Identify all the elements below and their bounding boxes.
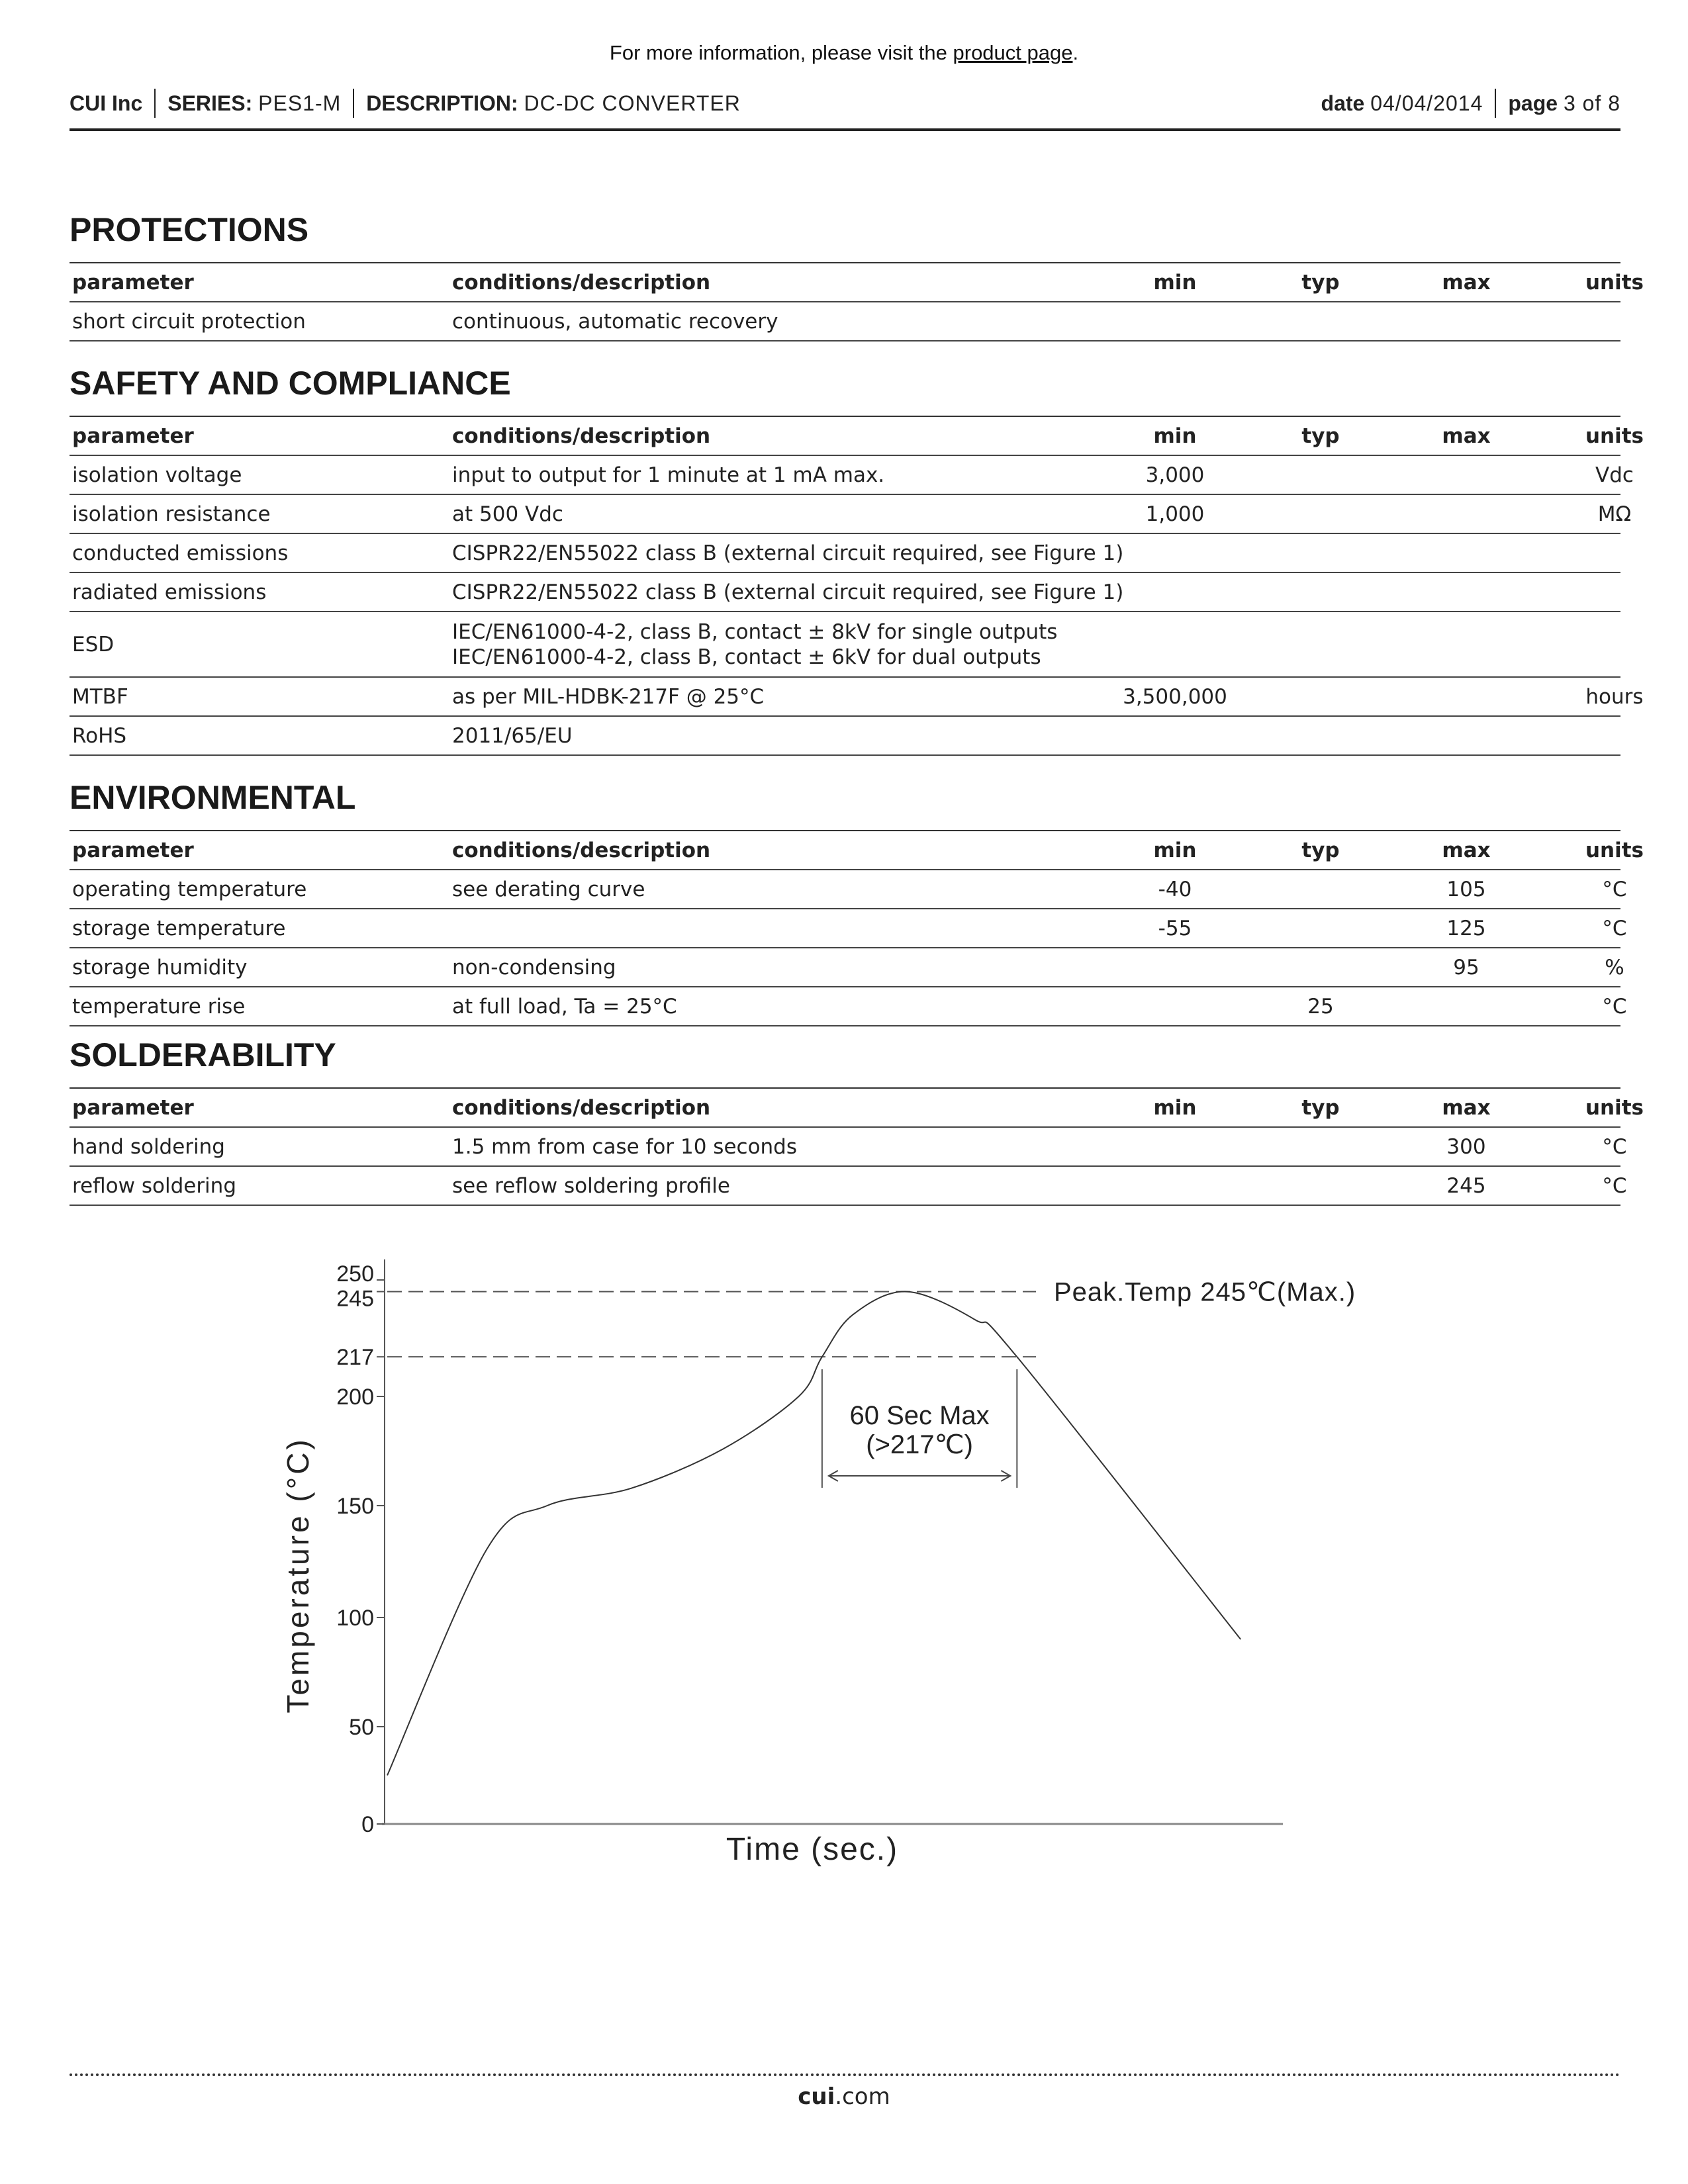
spec-table: [70, 262, 1644, 341]
cell-units: °C: [1602, 877, 1627, 901]
spec-table: [70, 830, 1644, 1026]
product-page-link[interactable]: product page: [953, 41, 1073, 64]
cell-units: [1482, 534, 1688, 572]
column-header-min: min: [1153, 424, 1197, 448]
cell-units: °C: [1602, 916, 1627, 940]
page-label: page: [1508, 91, 1558, 115]
column-header-min: min: [1153, 838, 1197, 862]
y-tick-label: 150: [336, 1494, 374, 1519]
cell-min: -55: [1158, 916, 1192, 940]
cell-parameter: operating temperature: [72, 877, 307, 901]
footer-brand-bold: cui: [798, 2083, 835, 2110]
table-header-row: [70, 417, 1644, 456]
cell-parameter: ESD: [72, 632, 115, 657]
column-header-units: units: [1585, 270, 1644, 295]
y-axis-label: Temperature (°C): [281, 1437, 315, 1713]
description-label: DESCRIPTION:: [366, 91, 518, 115]
divider: [1495, 89, 1496, 118]
table-row: [70, 1167, 1627, 1206]
column-header-units: units: [1585, 1095, 1644, 1120]
column-header-conditions-description: conditions/description: [452, 424, 711, 448]
cell-conditions-description: see derating curve: [452, 877, 645, 901]
column-header-typ: typ: [1301, 1095, 1340, 1120]
y-tick-label: 200: [336, 1385, 374, 1410]
table-row: [70, 870, 1627, 909]
series-label: SERIES:: [167, 91, 253, 115]
cell-max: 125: [1446, 916, 1486, 940]
cell-conditions-description: IEC/EN61000-4-2, class B, contact ± 8kV for single outputs IEC/EN61000-4-2, class B, contact ± 6kV for dual outputs: [452, 619, 1058, 669]
window-label: 60 Sec Max: [849, 1401, 990, 1430]
cell-parameter: hand soldering: [72, 1134, 225, 1159]
column-header-parameter: parameter: [72, 424, 194, 448]
table-header-row: [70, 831, 1644, 870]
footer-brand: [0, 2083, 1688, 2110]
cell-max: 245: [1446, 1173, 1486, 1198]
table-row: [70, 678, 1644, 717]
product-info-note: [0, 41, 1688, 65]
cell-units: Vdc: [1595, 463, 1634, 487]
column-header-max: max: [1442, 270, 1491, 295]
spec-section: [70, 210, 1644, 341]
section-title: ENVIRONMENTAL: [70, 779, 356, 816]
note-suffix: .: [1072, 41, 1079, 64]
cell-parameter: short circuit protection: [72, 309, 306, 334]
table-row: [70, 456, 1634, 495]
cell-parameter: isolation voltage: [72, 463, 242, 487]
company-name: CUI Inc: [70, 91, 143, 115]
table-row: [70, 987, 1627, 1026]
cell-parameter: RoHS: [72, 723, 127, 748]
table-row: [70, 495, 1632, 534]
column-header-units: units: [1585, 424, 1644, 448]
column-header-typ: typ: [1301, 424, 1340, 448]
cell-conditions-description: at 500 Vdc: [452, 502, 563, 526]
table-row: [70, 948, 1624, 987]
profile-curve: [387, 1292, 1241, 1776]
section-title: SOLDERABILITY: [70, 1036, 336, 1073]
table-row: [70, 534, 1620, 573]
cell-units: °C: [1602, 1173, 1627, 1198]
cell-max: 95: [1453, 955, 1479, 979]
cell-parameter: MTBF: [72, 684, 128, 709]
divider: [353, 89, 354, 118]
cell-conditions-description: input to output for 1 minute at 1 mA max.: [452, 463, 885, 487]
cell-parameter: reflow soldering: [72, 1173, 236, 1198]
cell-units: [1482, 573, 1688, 611]
cell-conditions-description: 1.5 mm from case for 10 seconds: [452, 1134, 798, 1159]
cell-min: 3,000: [1145, 463, 1205, 487]
footer-rule: [70, 2073, 1620, 2076]
cell-max: 105: [1446, 877, 1486, 901]
cell-parameter: storage temperature: [72, 916, 286, 940]
cell-max: 300: [1446, 1134, 1486, 1159]
y-tick-label: 50: [349, 1715, 374, 1740]
cell-min: 3,500,000: [1123, 684, 1227, 709]
column-header-parameter: parameter: [72, 270, 194, 295]
y-tick-label: 217: [336, 1345, 374, 1371]
column-header-conditions-description: conditions/description: [452, 270, 711, 295]
cell-parameter: isolation resistance: [72, 502, 271, 526]
table-row: [70, 302, 1620, 341]
cell-units: %: [1605, 955, 1624, 979]
cell-conditions-description: CISPR22/EN55022 class B (external circuit required, see Figure 1): [452, 580, 1124, 604]
window-label-temp: (>217℃): [866, 1430, 973, 1459]
cell-parameter: storage humidity: [72, 955, 248, 979]
table-header-row: [70, 263, 1644, 302]
spec-section: [70, 364, 1644, 756]
cell-conditions-description: 2011/65/EU: [452, 723, 573, 748]
y-tick-label: 100: [336, 1606, 374, 1631]
column-header-typ: typ: [1301, 270, 1340, 295]
column-header-conditions-description: conditions/description: [452, 838, 711, 862]
spec-section: [70, 1036, 1644, 1206]
cell-units: [1482, 612, 1688, 676]
document-header: [70, 89, 1620, 118]
column-header-max: max: [1442, 1095, 1491, 1120]
date-label: date: [1321, 91, 1365, 115]
cell-conditions-description: continuous, automatic recovery: [452, 309, 778, 334]
table-row: [70, 909, 1627, 948]
table-row: [70, 717, 1620, 756]
cell-typ: 25: [1307, 994, 1334, 1019]
column-header-min: min: [1153, 270, 1197, 295]
section-title: SAFETY AND COMPLIANCE: [70, 365, 511, 402]
cell-units: [1482, 302, 1688, 340]
date-value: 04/04/2014: [1370, 91, 1483, 115]
cell-units: hours: [1585, 684, 1644, 709]
spec-section: [70, 778, 1644, 1026]
cell-parameter: temperature rise: [72, 994, 246, 1019]
footer-brand-rest: .com: [835, 2083, 890, 2110]
header-rule: [70, 128, 1620, 131]
spec-table: [70, 1087, 1644, 1206]
y-tick-label: 0: [361, 1812, 374, 1837]
table-row: [70, 1128, 1627, 1167]
y-tick-label: 250: [336, 1261, 374, 1287]
series-value: PES1-M: [258, 91, 342, 115]
column-header-typ: typ: [1301, 838, 1340, 862]
cell-units: [1482, 717, 1688, 754]
cell-conditions-description: at full load, Ta = 25°C: [452, 994, 677, 1019]
column-header-max: max: [1442, 838, 1491, 862]
divider: [154, 89, 156, 118]
column-header-conditions-description: conditions/description: [452, 1095, 711, 1120]
column-header-parameter: parameter: [72, 1095, 194, 1120]
page-value: 3 of 8: [1563, 91, 1620, 115]
description-value: DC-DC CONVERTER: [524, 91, 741, 115]
column-header-units: units: [1585, 838, 1644, 862]
cell-min: 1,000: [1145, 502, 1205, 526]
cell-units: MΩ: [1597, 502, 1632, 526]
x-axis-label: Time (sec.): [726, 1832, 899, 1867]
table-row: [70, 573, 1620, 612]
spec-table: [70, 416, 1644, 756]
cell-units: °C: [1602, 1134, 1627, 1159]
column-header-parameter: parameter: [72, 838, 194, 862]
note-text: For more information, please visit the: [609, 41, 953, 64]
column-header-max: max: [1442, 424, 1491, 448]
reflow-profile-chart: [0, 1244, 1688, 1906]
cell-conditions-description: see reflow soldering profile: [452, 1173, 730, 1198]
cell-conditions-description: non-condensing: [452, 955, 616, 979]
cell-min: -40: [1158, 877, 1192, 901]
table-row: [70, 612, 1620, 678]
cell-conditions-description: as per MIL-HDBK-217F @ 25°C: [452, 684, 765, 709]
y-tick-label: 245: [336, 1286, 374, 1312]
cell-parameter: radiated emissions: [72, 580, 267, 604]
section-title: PROTECTIONS: [70, 211, 309, 248]
cell-parameter: conducted emissions: [72, 541, 289, 565]
header-right: [1321, 89, 1620, 118]
cell-conditions-description: CISPR22/EN55022 class B (external circuit required, see Figure 1): [452, 541, 1124, 565]
column-header-min: min: [1153, 1095, 1197, 1120]
cell-units: °C: [1602, 994, 1627, 1019]
peak-label: Peak.Temp 245℃(Max.): [1054, 1277, 1356, 1307]
table-header-row: [70, 1089, 1644, 1128]
